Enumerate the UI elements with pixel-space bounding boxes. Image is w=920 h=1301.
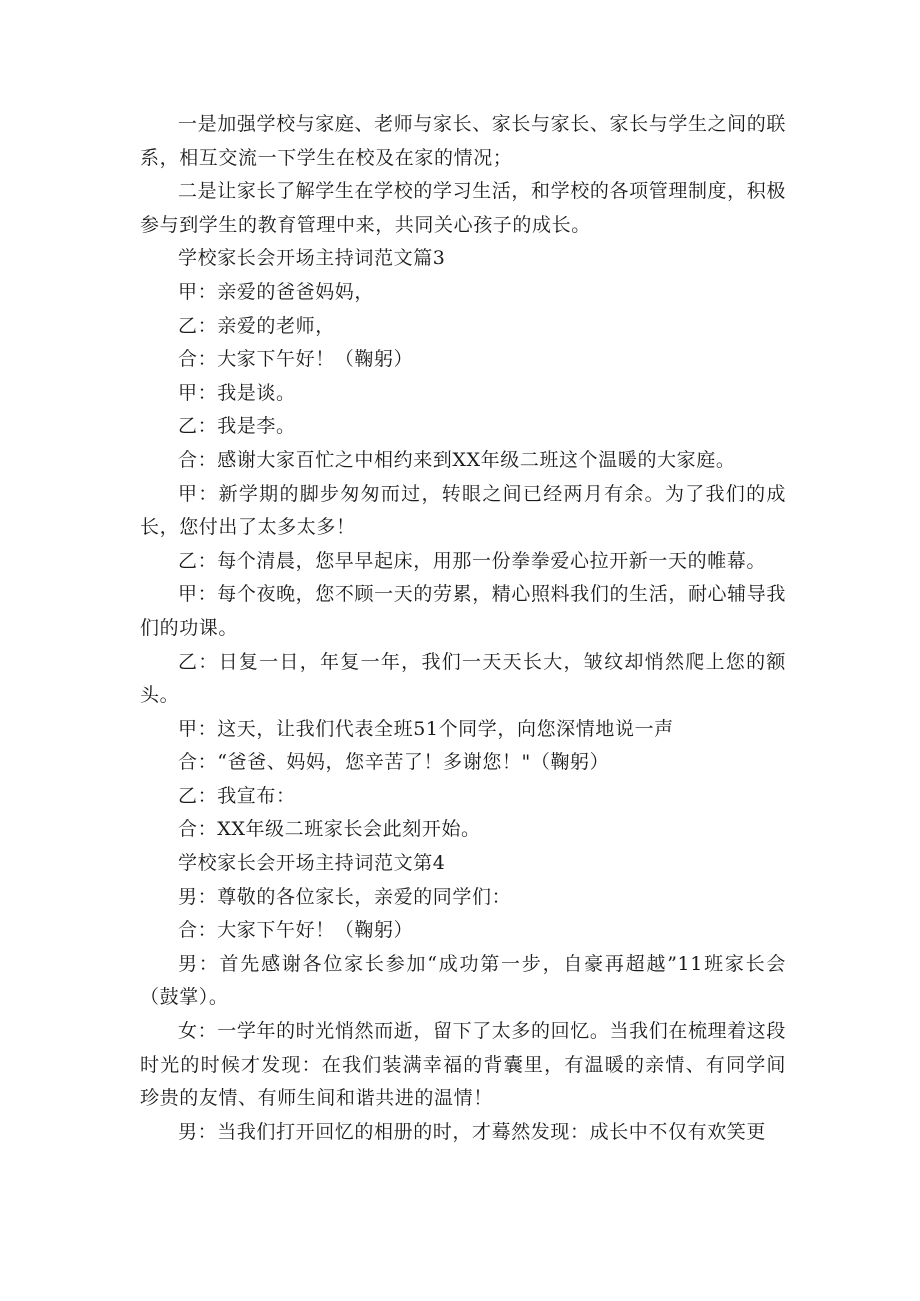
paragraph-12: 甲：每个夜晚，您不顾一天的劳累，精心照料我们的生活，耐心辅导我们的功课。 [140,583,786,639]
paragraph-10: 甲：新学期的脚步匆匆而过，转眼之间已经两月有余。为了我们的成长，您付出了太多太多！ [140,482,786,539]
section-heading-4: 学校家长会开场主持词范文第4 [178,852,446,875]
paragraph-14: 甲：这天，让我们代表全班51个同学，向您深情地说一声 [178,717,674,740]
section-heading-3: 学校家长会开场主持词范文篇3 [178,247,446,270]
paragraph-6: 合：大家下午好！（鞠躬） [178,348,414,371]
paragraph-20: 合：大家下午好！（鞠躬） [178,919,414,942]
paragraph-21: 男：首先感谢各位家长参加“成功第一步，自豪再超越”11班家长会（鼓掌）。 [140,952,786,1009]
paragraph-22: 女：一学年的时光悄然而逝，留下了太多的回忆。当我们在梳理着这段时光的时候才发现：在我们装满幸福的背囊里，有温暖的亲情、有同学间珍贵的友情、有师生间和谐共进的温情！ [140,1020,786,1110]
paragraph-4: 甲：亲爱的爸爸妈妈， [178,280,375,303]
paragraph-23: 男：当我们打开回忆的相册的时，才蓦然发现：成长中不仅有欢笑更 [178,1120,767,1143]
paragraph-2: 二是让家长了解学生在学校的学习生活，和学校的各项管理制度，积极参与到学生的教育管理中来，共同关心孩子的成长。 [140,180,786,236]
paragraph-19: 男：尊敬的各位家长，亲爱的同学们： [178,885,512,908]
paragraph-13: 乙：日复一日，年复一年，我们一天天长大，皱纹却悄然爬上您的额头。 [140,650,786,707]
paragraph-1: 一是加强学校与家庭、老师与家长、家长与家长、家长与学生之间的联系，相互交流一下学生在校及在家的情况； [140,113,786,169]
paragraph-11: 乙：每个清晨，您早早起床，用那一份拳拳爱心拉开新一天的帷幕。 [178,549,767,572]
paragraph-15: 合：“爸爸、妈妈，您辛苦了！多谢您！"（鞠躬） [178,751,610,774]
document-body [140,108,786,1149]
paragraph-16: 乙：我宣布： [178,784,296,807]
paragraph-17: 合：XX年级二班家长会此刻开始。 [178,818,481,841]
paragraph-5: 乙：亲爱的老师， [178,314,335,337]
paragraph-7: 甲：我是谈。 [178,381,296,404]
paragraph-8: 乙：我是李。 [178,415,296,438]
paragraph-9: 合：感谢大家百忙之中相约来到XX年级二班这个温暖的大家庭。 [178,448,736,471]
